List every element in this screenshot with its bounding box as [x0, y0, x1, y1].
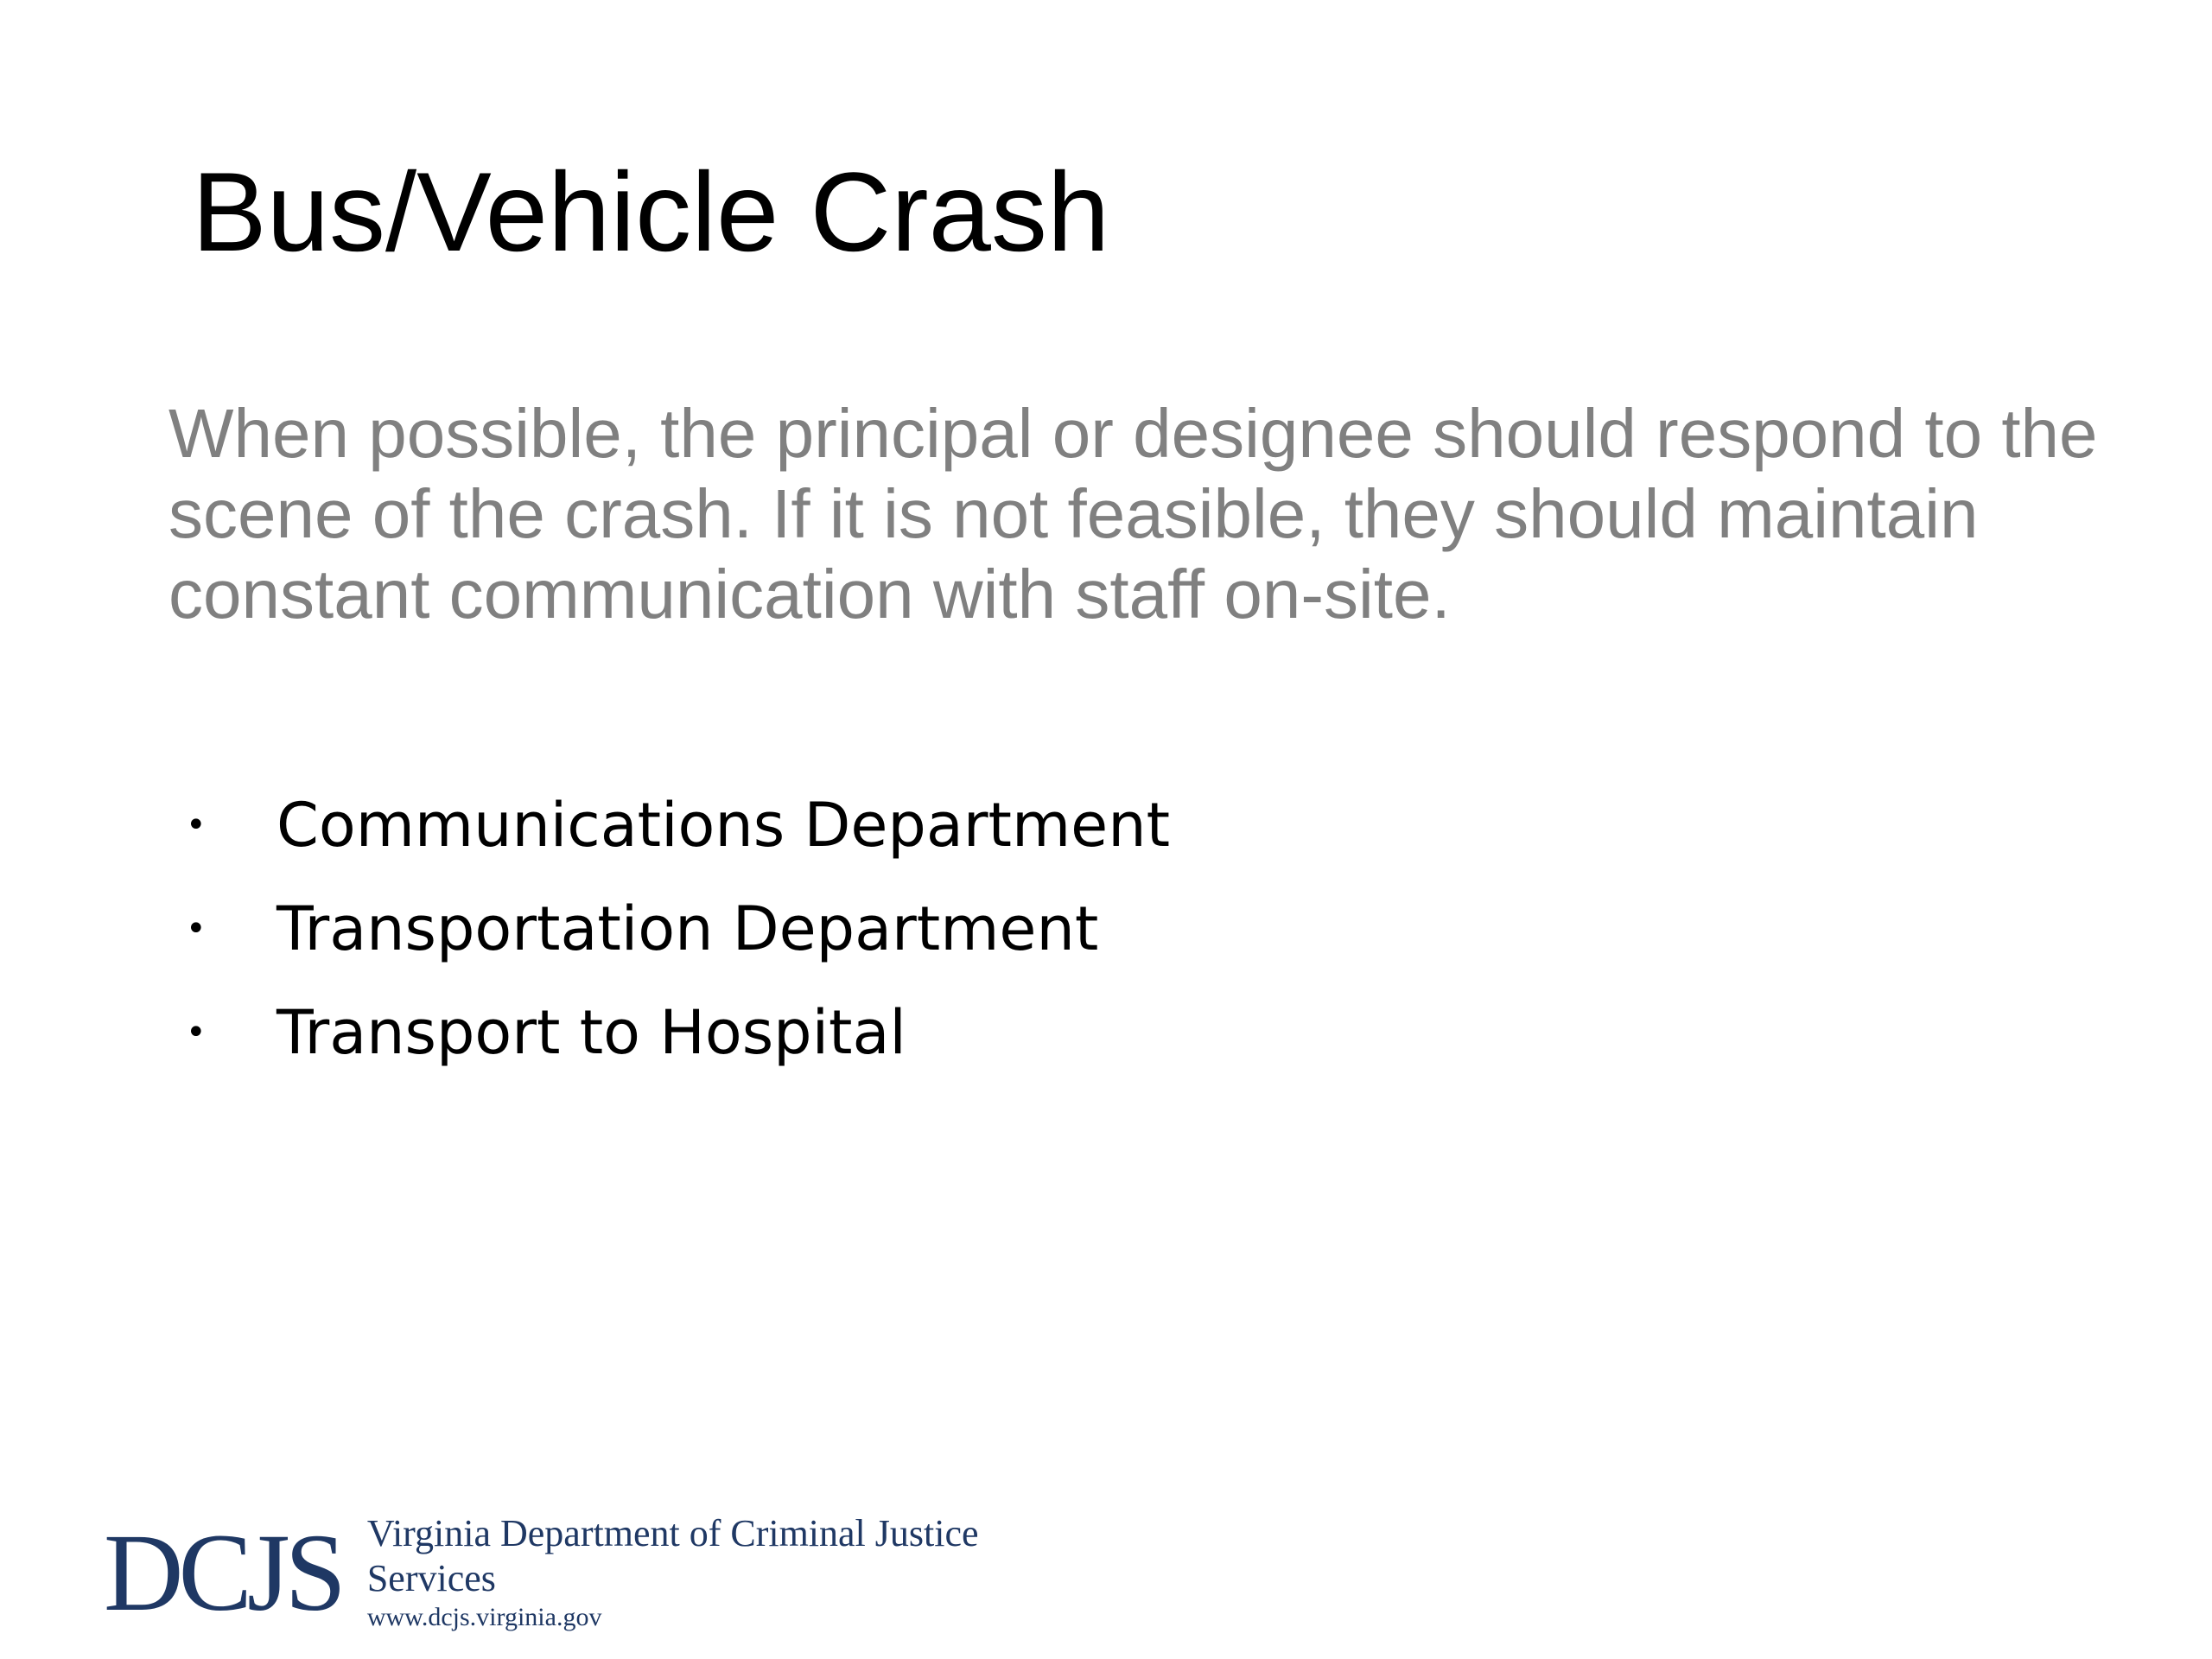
slide-title: Bus/Vehicle Crash [192, 149, 1110, 275]
list-item-label: Transportation Department [276, 893, 1099, 964]
footer-logo [104, 1512, 1097, 1633]
bullet-icon: • [186, 1013, 207, 1052]
dcjs-logo-mark: DCJS [104, 1511, 341, 1634]
list-item [186, 773, 1170, 877]
org-name: Virginia Department of Criminal Justice Services [366, 1512, 979, 1599]
list-item-label: Transport to Hospital [276, 997, 906, 1068]
list-item [186, 877, 1170, 981]
bullet-icon: • [186, 909, 207, 949]
bullet-icon: • [186, 805, 207, 845]
logo-text [367, 1511, 1097, 1634]
org-url: www.dcjs.virginia.gov [366, 1603, 602, 1631]
list-item-label: Communications Department [276, 790, 1171, 861]
bullet-list [186, 773, 1170, 1084]
intro-paragraph: When possible, the principal or designee should respond to the scene of the crash. If it is not feasible, they should maintain constant communication with staff on-site. [168, 395, 2098, 632]
list-item [186, 981, 1170, 1084]
